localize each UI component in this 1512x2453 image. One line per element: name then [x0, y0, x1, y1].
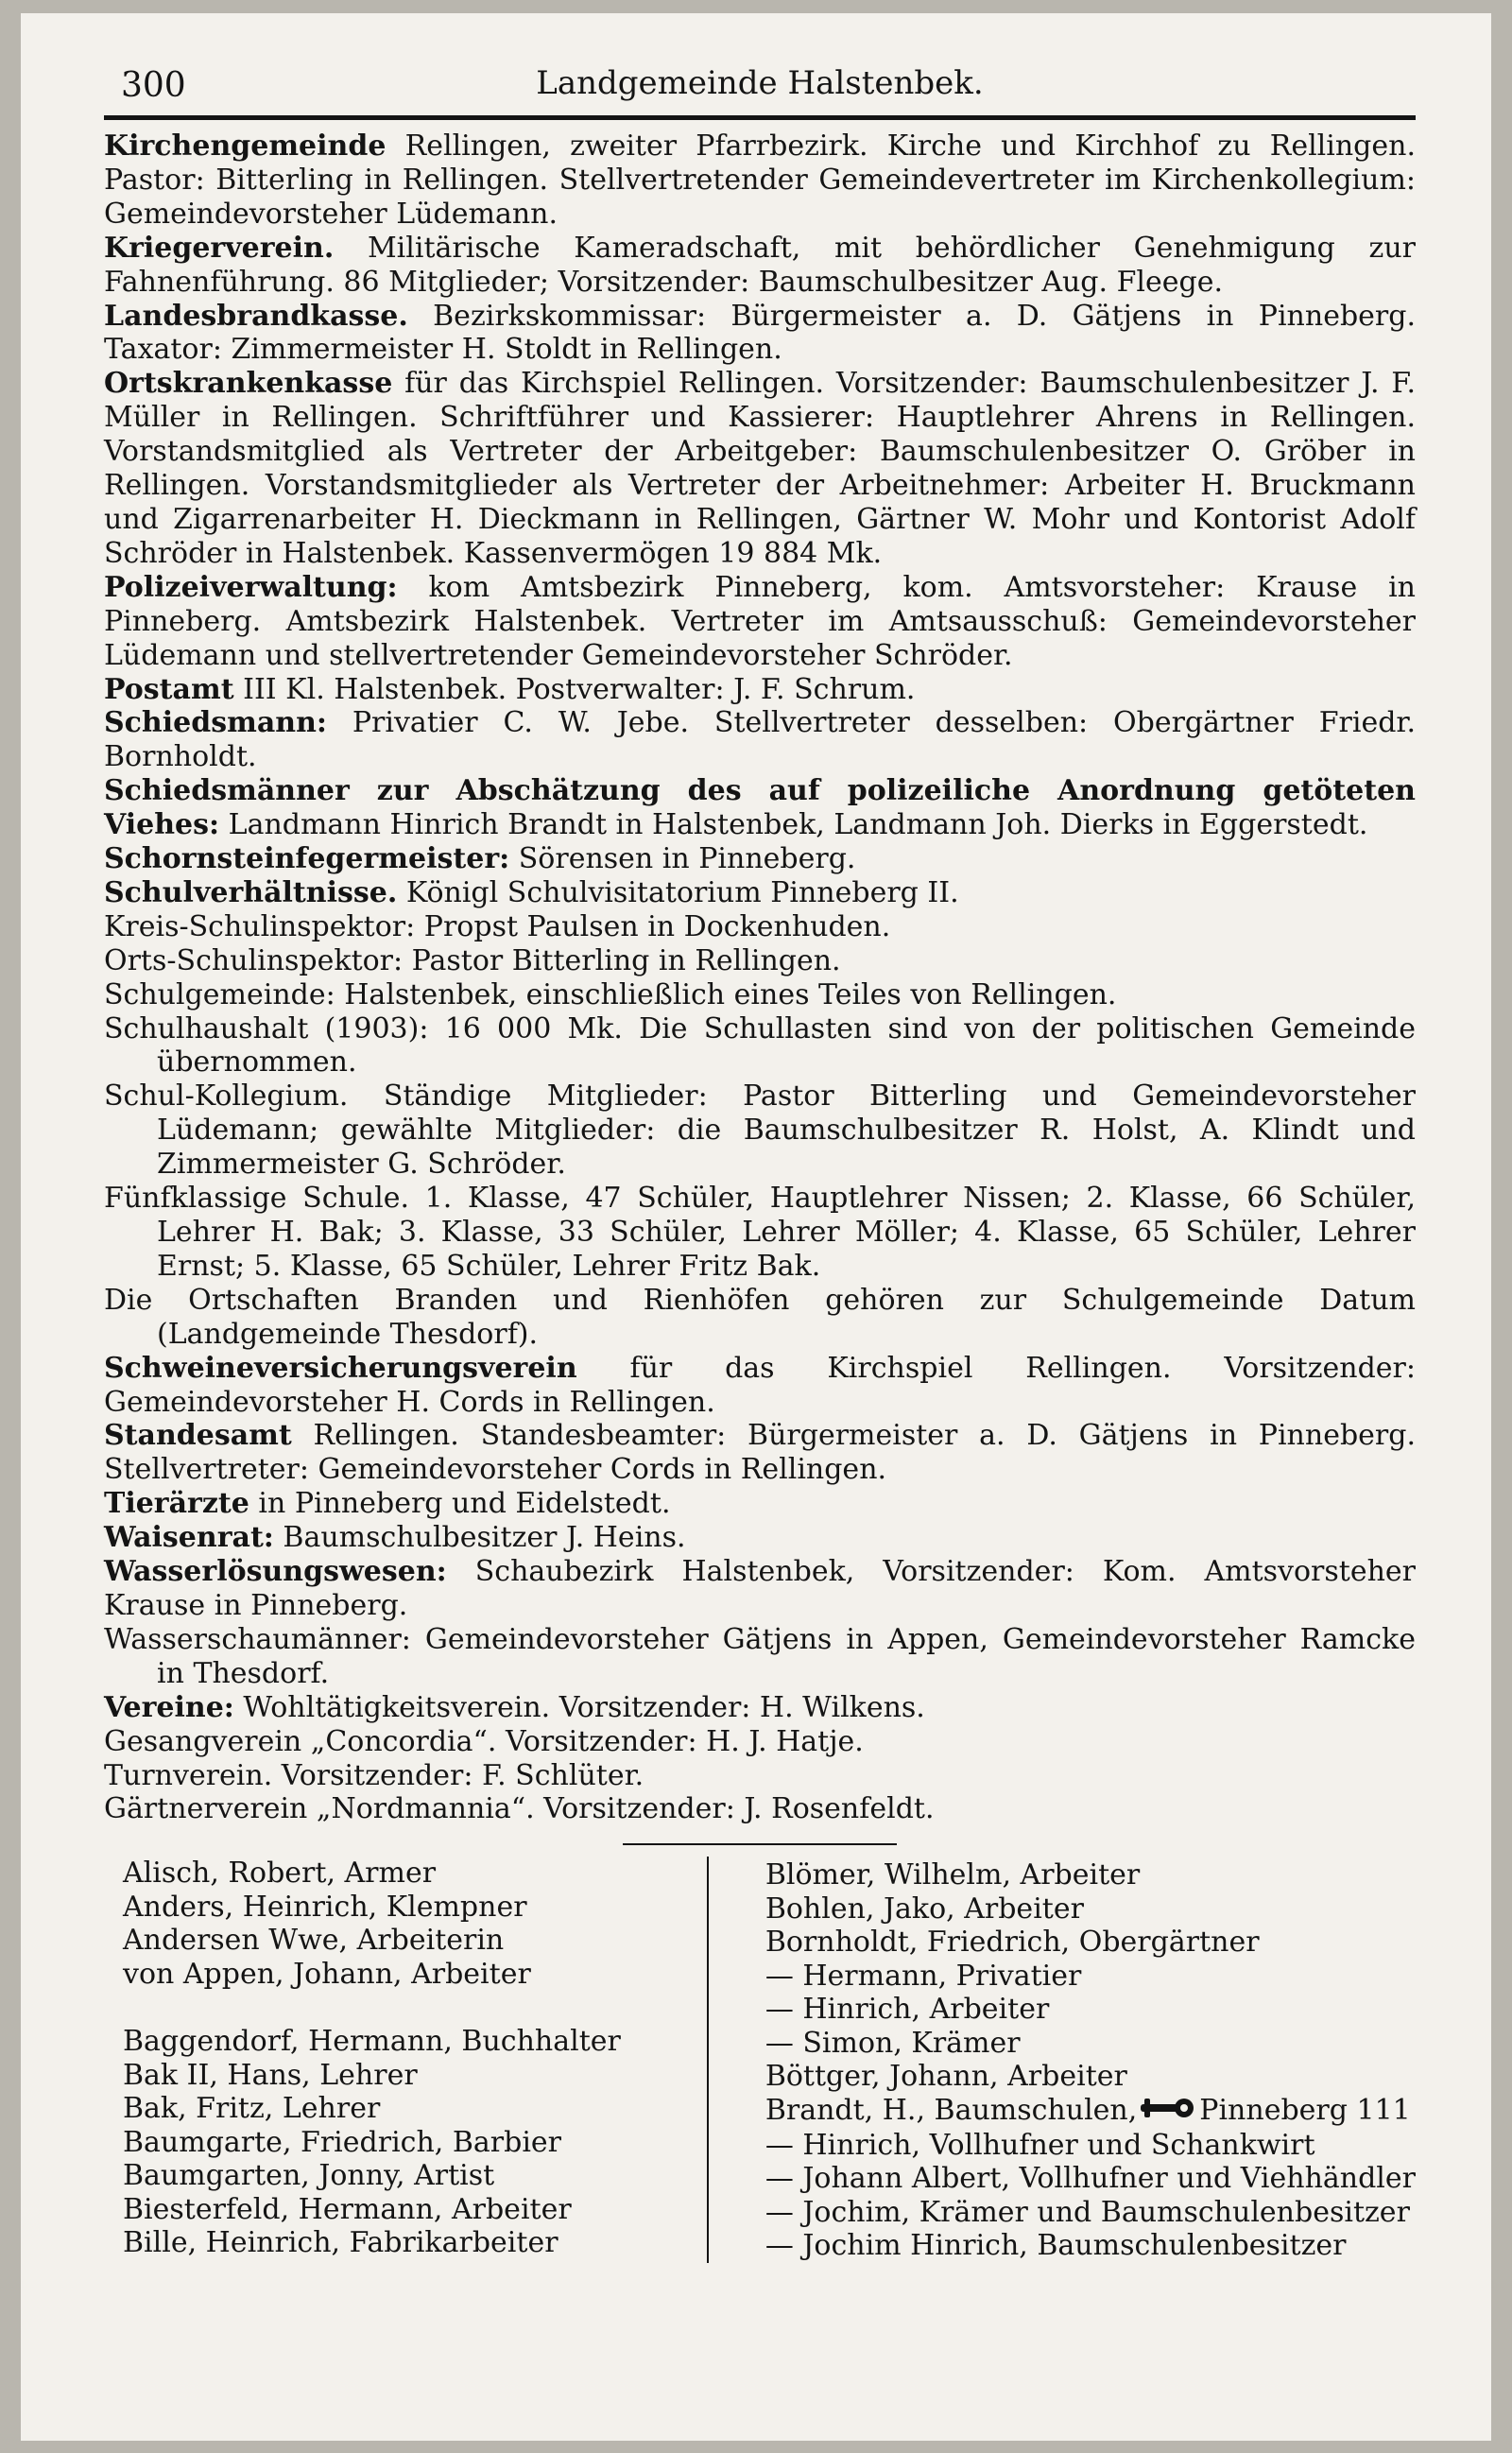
resident-entry — [123, 2126, 707, 2160]
directory-entry — [104, 944, 1416, 978]
running-title: Landgemeinde Halstenbek. — [536, 64, 984, 102]
resident-text: Baumgarte, Friedrich, Barbier — [123, 2125, 562, 2159]
entry-text: Königl Schulvisitatorium Pinneberg II. — [397, 875, 959, 909]
entry-text: Die Ortschaften Branden und Rienhöfen gehören zur Schulgemeinde Datum (Landgemeinde Thesdorf). — [104, 1283, 1416, 1351]
entry-text: Turnverein. Vorsitzender: F. Schlüter. — [104, 1758, 644, 1792]
directory-entry — [104, 1284, 1416, 1352]
entry-text: Schulgemeinde: Halstenbek, einschließlich eines Teiles von Rellingen. — [104, 977, 1117, 1011]
entry-heading: Schornsteinfegermeister: — [104, 842, 510, 876]
resident-text: Böttger, Johann, Arbeiter — [765, 2060, 1127, 2094]
entry-text: für das Kirchspiel Rellingen. Vorsitzender: Baumschulenbesitzer J. F. Müller in Rellingen. Schriftführer und Kassierer: Hauptlehrer Ahrens in Rellingen. Vorstandsmitglied als Vertreter der Arbeitgeber: Baumschulenbesitzer O. Gröber in Rellingen. Vorstandsmitglieder als Vertreter der Arbeitnehmer: Arbeiter H. Bruckmann und Zigarrenarbeiter H. Dieckmann in Rellingen, Gärtner W. Mohr und Kontorist Adolf Schröder in Halstenbek. Kassenvermögen 19 884 Mk. — [104, 367, 1416, 570]
resident-text: Anders, Heinrich, Klempner — [123, 1890, 527, 1924]
resident-text: Bohlen, Jako, Arbeiter — [765, 1892, 1084, 1926]
resident-text: — Johann Albert, Vollhufner und Viehhändler — [765, 2162, 1416, 2196]
entry-text: Orts-Schulinspektor: Pastor Bitterling in Rellingen. — [104, 943, 841, 977]
resident-entry — [123, 2025, 707, 2059]
entry-heading: Landesbrandkasse. — [104, 299, 408, 333]
entry-text: Schul-Kollegium. Ständige Mitglieder: Pastor Bitterling und Gemeindevorsteher Lüdemann; gewählte Mitglieder: die Baumschulbesitzer R. Holst, A. Klindt und Zimmermeister G. Schröder. — [104, 1080, 1416, 1182]
resident-text: Brandt, H., Baumschulen, — [765, 2093, 1138, 2127]
phone-number: Pinneberg 111 — [1199, 2093, 1411, 2127]
entry-heading: Schweineversicherungsverein — [104, 1351, 577, 1385]
entry-heading: Standesamt — [104, 1419, 292, 1453]
entry-heading: Schulverhältnisse. — [104, 875, 398, 909]
entry-heading: Schiedsmann: — [104, 706, 327, 740]
resident-entry — [765, 2196, 1416, 2230]
resident-entry — [765, 1858, 1416, 1892]
resident-text: Andersen Wwe, Arbeiterin — [123, 1924, 505, 1958]
resident-text: — Hinrich, Vollhufner und Schankwirt — [765, 2128, 1315, 2162]
section-divider — [623, 1843, 897, 1845]
resident-entry — [765, 2129, 1416, 2163]
resident-text: Baggendorf, Hermann, Buchhalter — [123, 2025, 621, 2059]
entry-text: Gesangverein „Concordia“. Vorsitzender: H. J. Hatje. — [104, 1724, 864, 1758]
resident-entry — [123, 2193, 707, 2227]
resident-entry — [123, 2159, 707, 2193]
directory-entry — [104, 1759, 1416, 1793]
document-page — [21, 13, 1491, 2441]
resident-entry — [765, 1960, 1416, 1994]
residents-column-left — [104, 1857, 707, 2262]
directory-entry — [104, 910, 1416, 944]
resident-text: Bille, Heinrich, Fabrikarbeiter — [123, 2226, 558, 2260]
resident-entry — [123, 1924, 707, 1958]
directory-entry — [104, 1352, 1416, 1420]
residents-column-right — [707, 1857, 1416, 2262]
directory-entry — [104, 1419, 1416, 1487]
entry-text: Rellingen. Standesbeamter: Bürgermeister a. D. Gätjens in Pinneberg. Stellvertreter: Gemeindevorsteher Cords in Rellingen. — [104, 1419, 1416, 1487]
entry-text: Gärtnerverein „Nordmannia“. Vorsitzender: J. Rosenfeldt. — [104, 1792, 935, 1826]
directory-entry — [104, 842, 1416, 876]
directory-entry — [104, 367, 1416, 570]
list-gap — [123, 1991, 707, 2025]
directory-entry — [104, 232, 1416, 300]
entry-heading: Waisenrat: — [104, 1521, 274, 1555]
resident-text: Bak II, Hans, Lehrer — [123, 2058, 418, 2092]
resident-text: — Hinrich, Arbeiter — [765, 1993, 1050, 2027]
telephone-icon — [1139, 2095, 1197, 2129]
entry-text: Sörensen in Pinneberg. — [509, 842, 856, 876]
resident-text: Biesterfeld, Hermann, Arbeiter — [123, 2192, 572, 2226]
directory-entry — [104, 1012, 1416, 1080]
entry-heading: Ortskrankenkasse — [104, 367, 393, 401]
directory-entry — [104, 673, 1416, 707]
directory-entry — [104, 1792, 1416, 1826]
resident-text: Bak, Fritz, Lehrer — [123, 2092, 381, 2126]
resident-entry — [765, 1993, 1416, 2027]
directory-entry — [104, 1182, 1416, 1284]
resident-entry — [765, 1892, 1416, 1926]
resident-entry — [123, 2092, 707, 2126]
entry-text: kom Amtsbezirk Pinneberg, kom. Amtsvorsteher: Krause in Pinneberg. Amtsbezirk Halstenbek. Vertreter im Amtsausschuß: Gemeindevorsteher Lüdemann und stellvertretender Gemeindevorsteher Schröder. — [104, 570, 1416, 672]
entry-text: Militärische Kameradschaft, mit behördlicher Genehmigung zur Fahnenführung. 86 Mitglieder; Vorsitzender: Baumschulbesitzer Aug. Fleege. — [104, 231, 1416, 299]
entry-heading: Kirchengemeinde — [104, 130, 387, 163]
entry-heading: Postamt — [104, 672, 234, 706]
directory-entry — [104, 774, 1416, 842]
entry-text: Schaubezirk Halstenbek, Vorsitzender: Kom. Amtsvorsteher Krause in Pinneberg. — [104, 1555, 1416, 1622]
resident-text: Bornholdt, Friedrich, Obergärtner — [765, 1926, 1260, 1960]
entry-text: Bezirkskommissar: Bürgermeister a. D. Gätjens in Pinneberg. Taxator: Zimmermeister H. Stoldt in Rellingen. — [104, 299, 1416, 367]
resident-entry — [765, 1926, 1416, 1960]
resident-text: Blömer, Wilhelm, Arbeiter — [765, 1858, 1141, 1892]
entry-heading: Wasserlösungswesen: — [104, 1555, 447, 1589]
entry-heading: Kriegerverein. — [104, 231, 335, 265]
resident-entry — [765, 2060, 1416, 2094]
resident-entry — [123, 2059, 707, 2093]
resident-entry — [765, 2162, 1416, 2196]
directory-entry — [104, 1725, 1416, 1759]
resident-text: von Appen, Johann, Arbeiter — [123, 1957, 531, 1991]
resident-text: — Simon, Krämer — [765, 2026, 1021, 2060]
directory-entry — [104, 1080, 1416, 1182]
resident-text: Baumgarten, Jonny, Artist — [123, 2159, 495, 2193]
entry-text: Privatier C. W. Jebe. Stellvertreter desselben: Obergärtner Friedr. Bornholdt. — [104, 706, 1416, 774]
resident-entry — [123, 1958, 707, 1992]
directory-entry — [104, 1691, 1416, 1725]
entry-text: Landmann Hinrich Brandt in Halstenbek, Landmann Joh. Dierks in Eggerstedt. — [219, 808, 1368, 842]
entry-text: in Pinneberg und Eidelstedt. — [249, 1487, 671, 1521]
directory-entry — [104, 706, 1416, 774]
directory-entry — [104, 876, 1416, 910]
entry-text: Rellingen, zweiter Pfarrbezirk. Kirche und Kirchhof zu Rellingen. Pastor: Bitterling in Rellingen. Stellvertretender Gemeindevertreter im Kirchenkollegium: Gemeindevorsteher Lüdemann. — [104, 130, 1416, 231]
entry-text: III Kl. Halstenbek. Postverwalter: J. F. Schrum. — [233, 672, 916, 706]
entry-heading: Vereine: — [104, 1690, 234, 1724]
directory-entry — [104, 1555, 1416, 1623]
resident-entry — [765, 2094, 1416, 2129]
entry-text: Kreis-Schulinspektor: Propst Paulsen in Dockenhuden. — [104, 909, 891, 943]
entry-text: Wohltätigkeitsverein. Vorsitzender: H. Wilkens. — [233, 1690, 925, 1724]
resident-entry — [123, 1891, 707, 1925]
page-header — [104, 53, 1416, 106]
entry-heading: Tierärzte — [104, 1487, 249, 1521]
resident-text: — Jochim Hinrich, Baumschulenbesitzer — [765, 2229, 1347, 2263]
entry-heading: Schiedsmänner zur Abschätzung des auf polizeiliche Anordnung getöteten Viehes: — [104, 774, 1416, 842]
page-number: 300 — [121, 66, 186, 105]
directory-entry — [104, 1521, 1416, 1555]
resident-entry — [765, 2027, 1416, 2061]
entry-text: Wasserschaumänner: Gemeindevorsteher Gätjens in Appen, Gemeindevorsteher Ramcke in Thesdorf. — [104, 1622, 1416, 1690]
directory-entry — [104, 571, 1416, 673]
resident-entry — [123, 2226, 707, 2260]
directory-entry — [104, 300, 1416, 368]
residents-list — [104, 1857, 1416, 2262]
entry-text: Schulhaushalt (1903): 16 000 Mk. Die Schullasten sind von der politischen Gemeinde übernommen. — [104, 1011, 1416, 1080]
header-rule — [104, 115, 1416, 120]
entry-text: für das Kirchspiel Rellingen. Vorsitzender: Gemeindevorsteher H. Cords in Rellingen. — [104, 1351, 1416, 1419]
resident-text: — Hermann, Privatier — [765, 1959, 1082, 1993]
entry-heading: Polizeiverwaltung: — [104, 570, 398, 604]
directory-entry — [104, 1623, 1416, 1691]
resident-text: — Jochim, Krämer und Baumschulenbesitzer — [765, 2195, 1410, 2229]
resident-text: Alisch, Robert, Armer — [123, 1857, 437, 1891]
resident-entry — [765, 2229, 1416, 2263]
entry-text: Fünfklassige Schule. 1. Klasse, 47 Schüler, Hauptlehrer Nissen; 2. Klasse, 66 Schüler, Lehrer H. Bak; 3. Klasse, 33 Schüler, Lehrer Möller; 4. Klasse, 65 Schüler, Lehrer Ernst; 5. Klasse, 65 Schüler, Lehrer Fritz Bak. — [104, 1182, 1416, 1283]
directory-entry — [104, 1487, 1416, 1521]
directory-entry — [104, 978, 1416, 1012]
entry-text: Baumschulbesitzer J. Heins. — [273, 1521, 686, 1555]
directory-entry — [104, 130, 1416, 232]
resident-entry — [123, 1857, 707, 1891]
directory-sections — [104, 130, 1416, 1826]
